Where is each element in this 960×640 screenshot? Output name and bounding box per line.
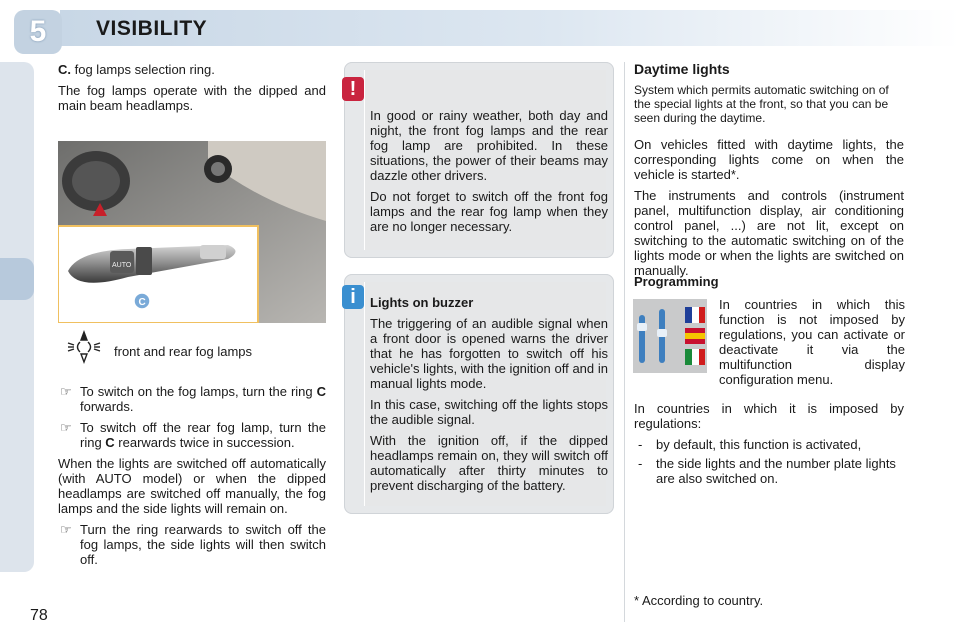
- programming-paragraph: In countries in which this function is not imposed by regulations, you can activate or deactivate it via the multifunction display configuration menu.: [719, 297, 905, 387]
- programming-heading: Programming: [634, 274, 719, 289]
- warning-paragraph-1: In good or rainy weather, both day and night, the front fog lamps and the rear fog lamp are prohibited. In these situations, the power of their beams may dazzle other drivers.: [370, 108, 608, 183]
- daytime-paragraph-2: The instruments and controls (instrument panel, multifunction display, air conditioning control panel, ...) are not lit, except on switching to the automatic switching on of the lights mode or when the lights are switched on manually.: [634, 188, 904, 278]
- operate-paragraph: The fog lamps operate with the dipped and main beam headlamps.: [58, 83, 326, 113]
- left-column-top: [58, 62, 326, 119]
- daytime-lights-heading: Daytime lights: [634, 61, 730, 77]
- intro-text: fog lamps selection ring.: [74, 62, 215, 77]
- auto-label: AUTO: [112, 262, 132, 269]
- legend-text: front and rear fog lamps: [114, 344, 253, 359]
- daytime-intro: System which permits automatic switching on of the special lights at the front, so that you can be seen during the daytime.: [634, 83, 889, 125]
- info-badge-icon: i: [342, 285, 364, 309]
- list-item: ☞ Turn the ring rearwards to switch off the fog lamps, the side lights will then switch off.: [60, 522, 326, 567]
- auto-off-paragraph: When the lights are switched off automatically (with AUTO model) or when the dipped headlamps are switched off manually, the fog lamps and the side lights will remain on.: [58, 456, 326, 516]
- left-column-bottom: [58, 384, 326, 573]
- intro-paragraph: [58, 62, 326, 77]
- imposed-list: [634, 437, 904, 486]
- page-number: 78: [30, 607, 48, 624]
- intro-label: C.: [58, 62, 71, 77]
- fog-lamps-icon: [62, 330, 106, 368]
- fog-lamp-instructions: [58, 384, 326, 450]
- right-arrow-bullet-icon: ☞: [60, 522, 72, 537]
- fog-lamp-stalk-photo: [58, 141, 326, 323]
- side-tab-strip: [0, 62, 34, 572]
- right-arrow-bullet-icon: ☞: [60, 420, 72, 435]
- info-paragraph-1: The triggering of an audible signal when a front door is opened warns the driver that he has forgotten to switch off his vehicle's lights, with the ignition off and in manual lights mode.: [370, 316, 608, 391]
- list-item: ☞ To switch on the fog lamps, turn the ring C forwards.: [60, 384, 326, 414]
- list-item: - by default, this function is activated,: [638, 437, 862, 452]
- list-item: ☞ To switch off the rear fog lamp, turn the ring C rearwards twice in succession.: [60, 420, 326, 450]
- imposed-paragraph: In countries in which it is imposed by regulations:: [634, 401, 904, 431]
- page-title: VISIBILITY: [96, 17, 208, 40]
- warning-paragraph-2: Do not forget to switch off the front fog lamps and the rear fog lamp when they are no longer necessary.: [370, 189, 608, 234]
- stalk-illustration: [58, 141, 326, 323]
- programming-text-block: [719, 297, 905, 393]
- daytime-lights-section: [634, 62, 904, 284]
- info-paragraph-2: In this case, switching off the lights stops the audible signal.: [370, 397, 608, 427]
- info-heading: Lights on buzzer: [370, 295, 474, 310]
- list-item: - the side lights and the number plate lights are also switched on.: [638, 456, 896, 486]
- info-text: [370, 295, 608, 499]
- fog-lamps-legend: [62, 340, 332, 378]
- imposed-section: [634, 401, 904, 490]
- multifunction-display-icon: [633, 299, 707, 373]
- footnote: * According to country.: [634, 593, 764, 608]
- info-paragraph-3: With the ignition off, if the dipped headlamps remain on, they will switch off automatically after thirty minutes to prevent discharging of the battery.: [370, 433, 608, 493]
- right-arrow-bullet-icon: ☞: [60, 384, 72, 399]
- warning-badge-icon: !: [342, 77, 364, 101]
- column-divider: [624, 62, 625, 622]
- side-tab-active: [0, 258, 34, 300]
- daytime-paragraph-1: On vehicles fitted with daytime lights, the corresponding lights come on when the vehicle is started*.: [634, 137, 904, 182]
- switch-off-instruction: [58, 522, 326, 567]
- warning-text: [370, 108, 608, 240]
- callout-c-label: C: [138, 297, 146, 308]
- chapter-number: 5: [14, 10, 62, 54]
